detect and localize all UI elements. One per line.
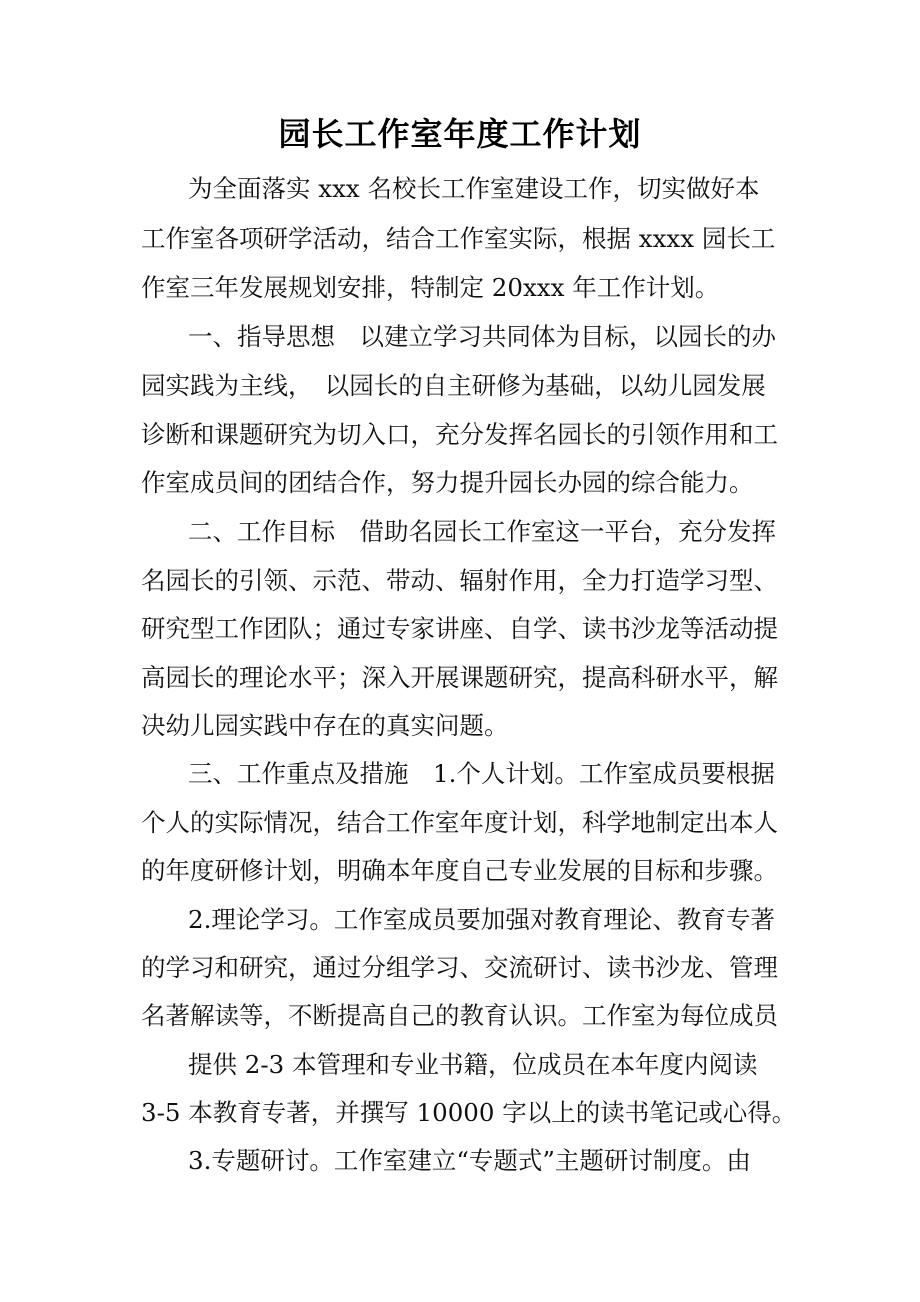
paragraph-measures-line-2: 个人的实际情况，结合工作室年度计划，科学地制定出本人 — [141, 808, 778, 837]
paragraph-theory-line-2: 的学习和研究，通过分组学习、交流研讨、读书沙龙、管理 — [141, 953, 778, 982]
paragraph-guiding-line-4: 作室成员间的团结合作，努力提升园长办园的综合能力。 — [141, 468, 754, 497]
paragraph-theory-line-1: 2.理论学习。工作室成员要加强对教育理论、教育专著 — [188, 905, 775, 934]
paragraph-goals-line-2: 名园长的引领、示范、带动、辐射作用，全力打造学习型、 — [141, 566, 778, 595]
paragraph-seminar-line-1: 3.专题研讨。工作室建立“专题式”主题研讨制度。由 — [188, 1146, 751, 1175]
paragraph-goals-line-4: 高园长的理论水平；深入开展课题研究，提高科研水平，解 — [141, 663, 778, 692]
paragraph-goals-line-3: 研究型工作团队；通过专家讲座、自学、读书沙龙等活动提 — [141, 614, 778, 643]
paragraph-intro-line-2: 工作室各项研学活动，结合工作室实际，根据 xxxx 园长工 — [141, 224, 776, 253]
paragraph-guiding-line-2: 园实践为主线， 以园长的自主研修为基础，以幼儿园发展 — [141, 371, 766, 400]
paragraph-theory-line-4: 提供 2-3 本管理和专业书籍，位成员在本年度内阅读 — [188, 1050, 758, 1079]
paragraph-guiding-line-1: 一、指导思想 以建立学习共同体为目标，以园长的办 — [188, 322, 776, 351]
paragraph-goals-line-1: 二、工作目标 借助名园长工作室这一平台，充分发挥 — [188, 517, 776, 546]
paragraph-measures-line-1: 三、工作重点及措施 1.个人计划。工作室成员要根据 — [188, 759, 775, 788]
document-title: 园长工作室年度工作计划 — [278, 115, 642, 153]
paragraph-theory-line-5: 3-5 本教育专著，并撰写 10000 字以上的读书笔记或心得。 — [141, 1098, 797, 1127]
paragraph-intro-line-3: 作室三年发展规划安排，特制定 20xxx 年工作计划。 — [141, 273, 720, 302]
paragraph-intro-line-1: 为全面落实 xxx 名校长工作室建设工作，切实做好本 — [188, 174, 760, 203]
paragraph-measures-line-3: 的年度研修计划，明确本年度自己专业发展的目标和步骤。 — [141, 856, 778, 885]
paragraph-theory-line-3: 名著解读等，不断提高自己的教育认识。工作室为每位成员 — [141, 1001, 778, 1030]
paragraph-guiding-line-3: 诊断和课题研究为切入口，充分发挥名园长的引领作用和工 — [141, 420, 778, 449]
paragraph-goals-line-5: 决幼儿园实践中存在的真实问题。 — [141, 711, 509, 740]
